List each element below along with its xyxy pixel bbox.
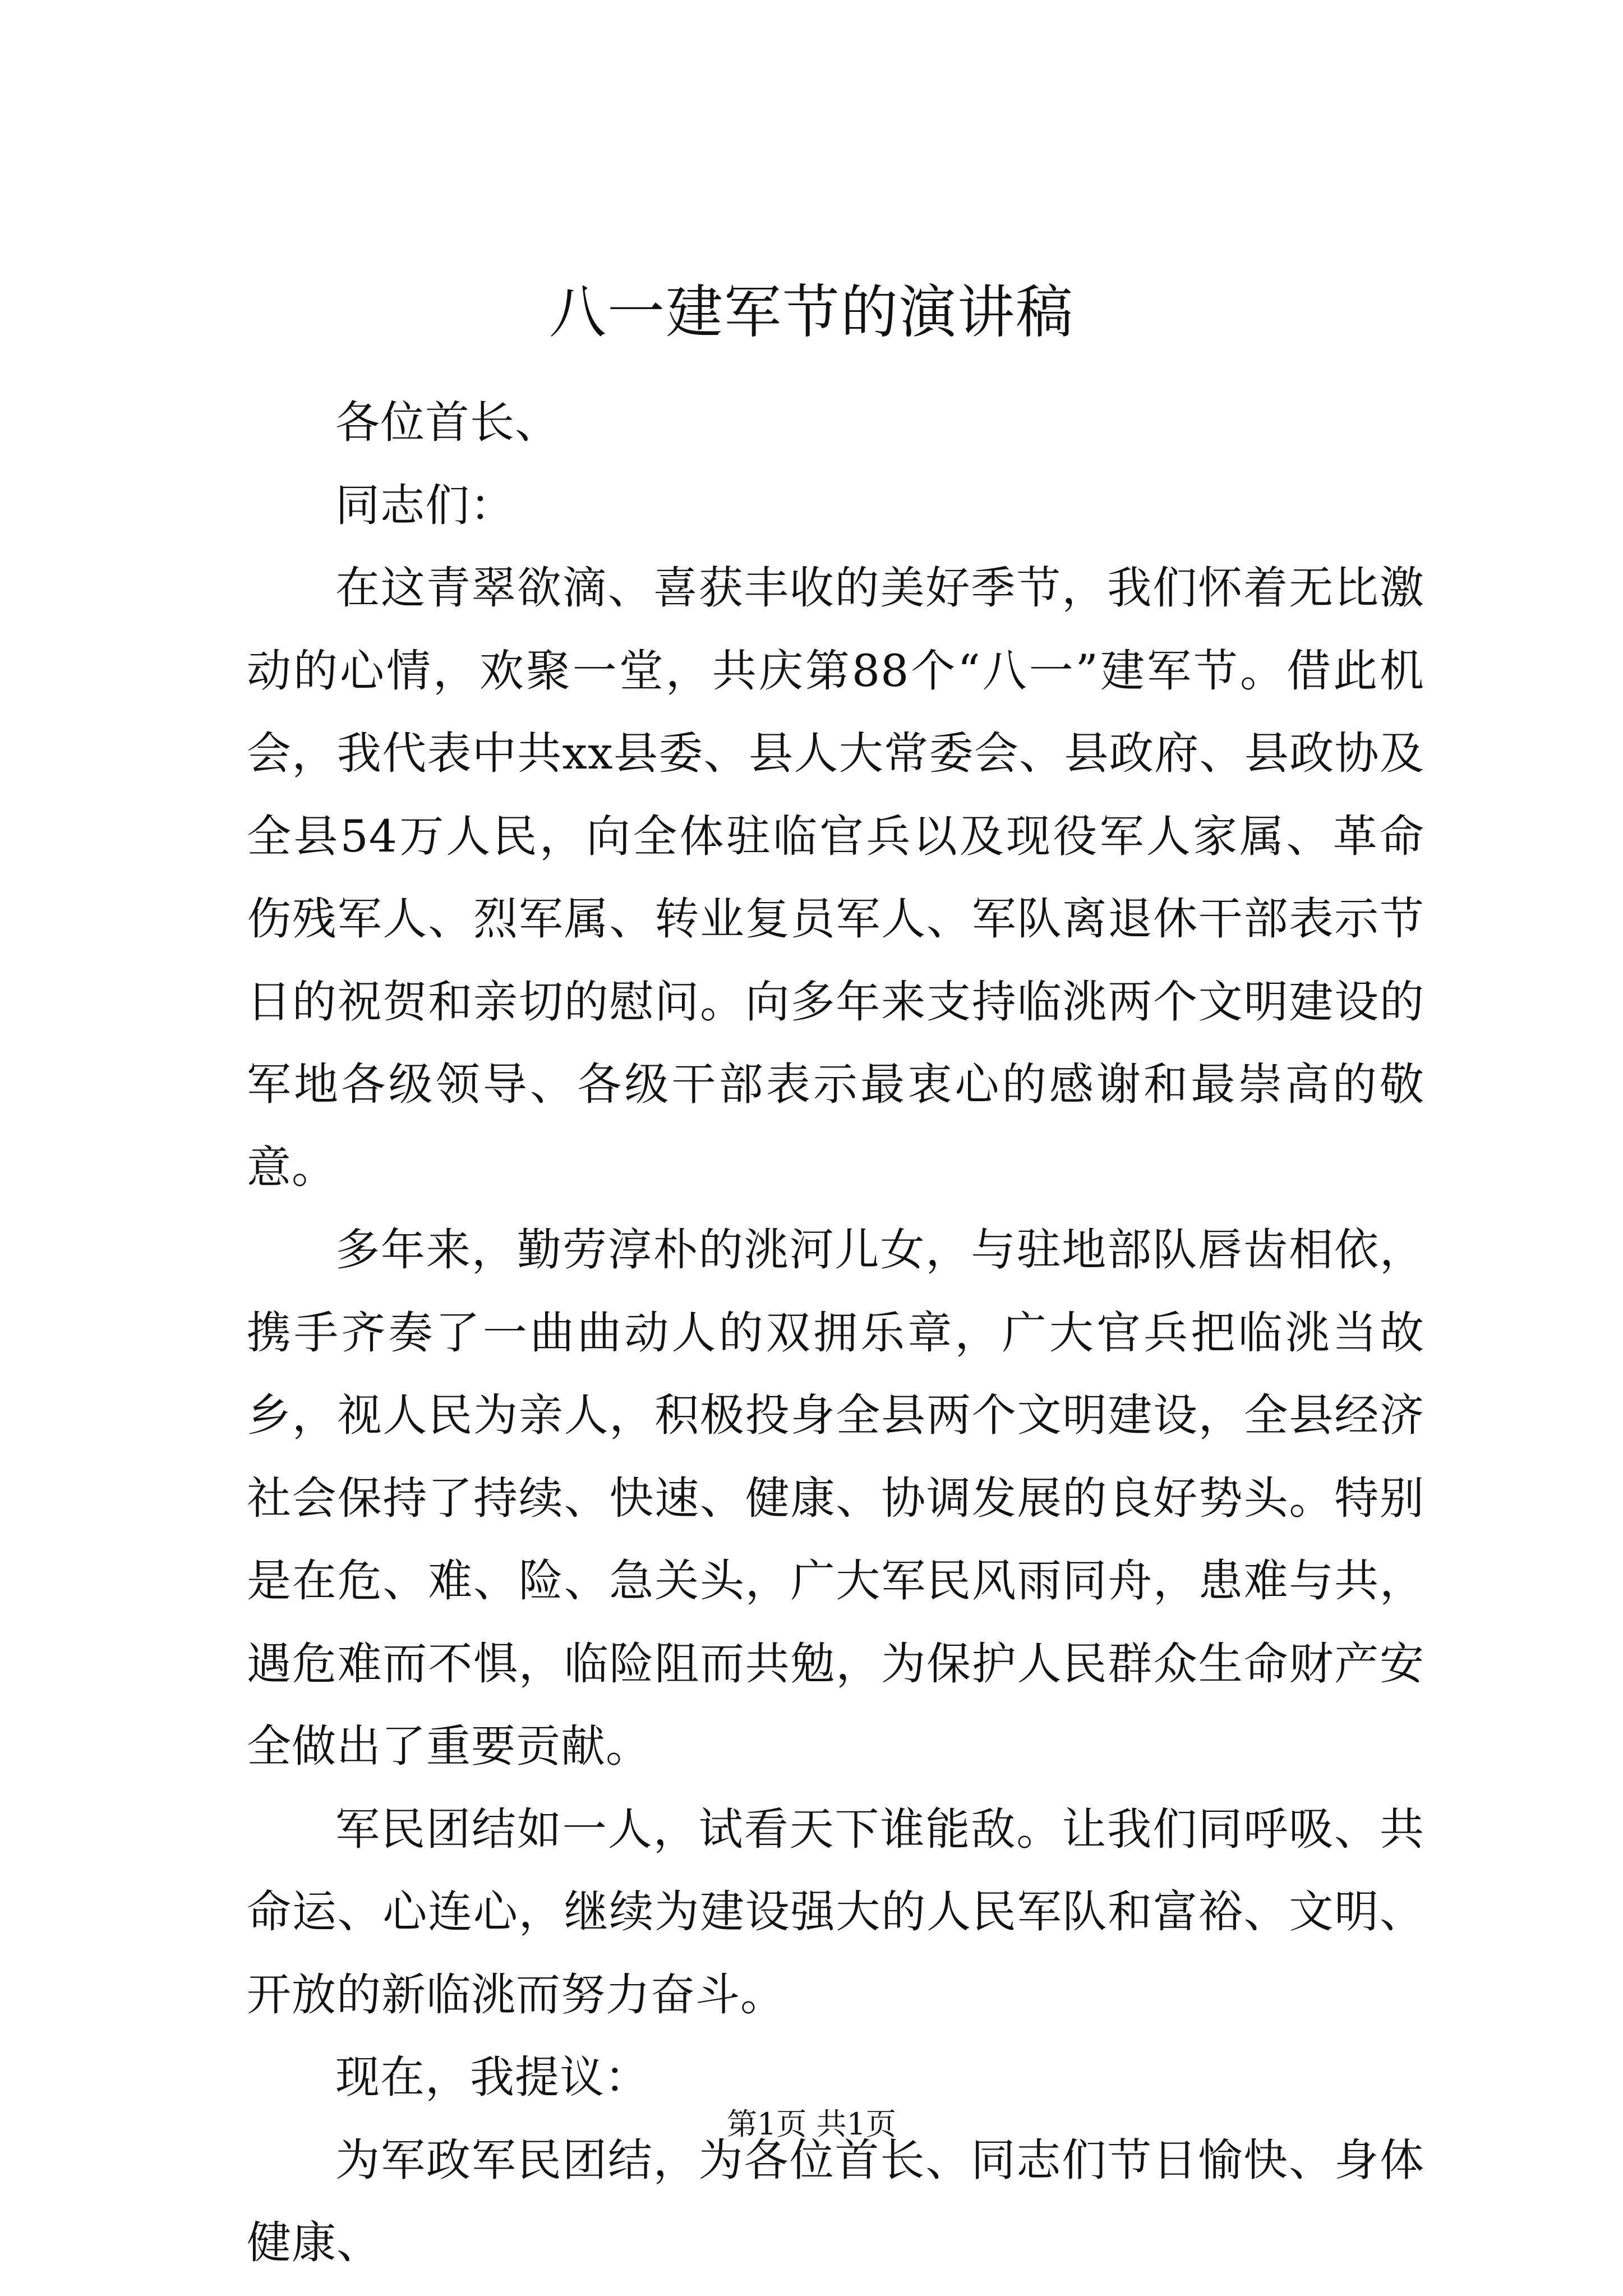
body-paragraph-3: 军民团结如一人，试看天下谁能敌。让我们同呼吸、共命运、心连心，继续为建设强大的人民军队和富裕、文明、开放的新临洮而努力奋斗。 (247, 1803, 1424, 2021)
page-footer: 第1页 共1页 (727, 2106, 896, 2142)
salutation-line-1: 各位首长、 (335, 397, 560, 448)
document-title: 八一建军节的演讲稿 (549, 279, 1074, 346)
body-paragraph-1: 在这青翠欲滴、喜获丰收的美好季节，我们怀着无比激动的心情，欢聚一堂，共庆第88个“八一”建军节。借此机会，我代表中共xx县委、县人大常委会、县政府、县政协及全县54万人民，向全体驻临官兵以及现役军人家属、革命伤残军人、烈军属、转业复员军人、军队离退休干部表示节日的祝贺和亲切的慰问。向多年来支持临洮两个文明建设的军地各级领导、各级干部表示最衷心的感谢和最崇高的敬意。 (247, 562, 1424, 1193)
document-body (247, 381, 1424, 2285)
proposal-line: 现在，我提议： (335, 2051, 649, 2103)
salutation-line-2: 同志们： (335, 479, 515, 531)
toast-line: 为军政军民团结，为各位首长、同志们节日愉快、身体健康、 (247, 2134, 1424, 2269)
body-paragraph-2: 多年来，勤劳淳朴的洮河儿女，与驻地部队唇齿相依，携手齐奏了一曲曲动人的双拥乐章，广大官兵把临洮当故乡，视人民为亲人，积极投身全县两个文明建设，全县经济社会保持了持续、快速、健康、协调发展的良好势头。特别是在危、难、险、急关头，广大军民风雨同舟，患难与共，遇危难而不惧，临险阻而共勉，为保护人民群众生命财产安全做出了重要贡献。 (247, 1224, 1424, 1772)
